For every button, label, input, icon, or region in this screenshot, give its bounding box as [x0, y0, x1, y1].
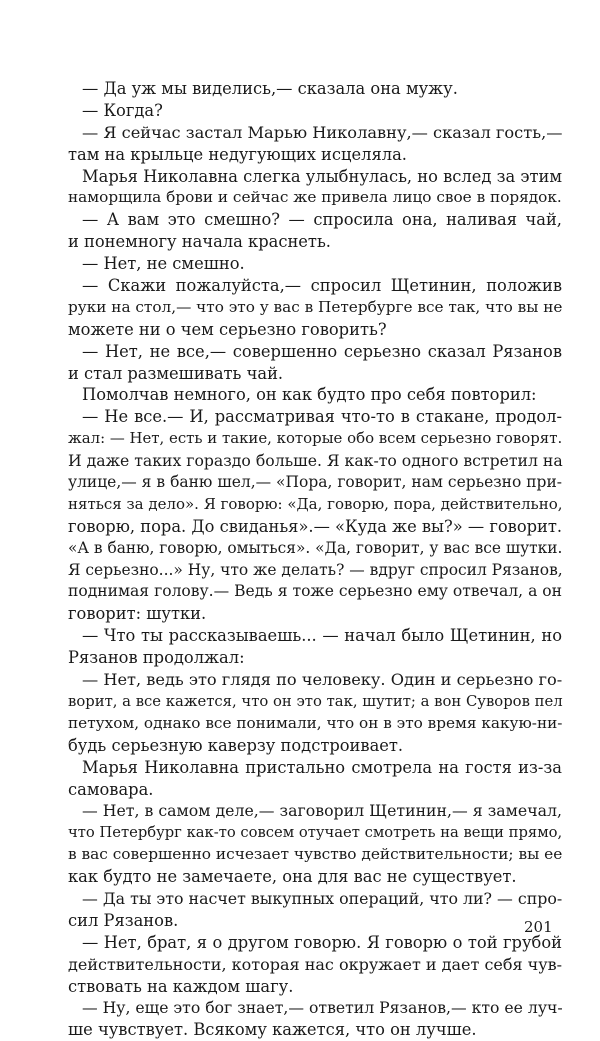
text-line: будь серьезную каверзу подстроивает. [68, 735, 404, 755]
text-line: — А вам это смешно? — спросила она, наливая чай, [82, 210, 562, 230]
text-line: — Не все.— И, рассматривая что-то в стакане, продол- [82, 407, 562, 427]
text-line: «А в баню, говорю, омыться». «Да, говорит, у вас все шутки. [68, 538, 563, 557]
text-line: наморщила брови и сейчас же привела лицо свое в порядок. [68, 188, 562, 207]
text-line: Марья Николавна пристально смотрела на гостя из-за [82, 757, 562, 777]
text-line: самовара. [68, 779, 154, 799]
text-line: сил Рязанов. [68, 910, 179, 930]
page-number: 201 [524, 918, 553, 936]
text-line: и стал размешивать чай. [68, 363, 284, 383]
text-line: руки на стол,— что это у вас в Петербурге все так, что вы не [68, 297, 563, 316]
text-line: и понемногу начала краснеть. [68, 232, 331, 252]
text-line: улице,— я в баню шел,— «Пора, говорит, нам серьезно при- [68, 473, 562, 492]
text-line: — Что ты рассказываешь... — начал было Щетинин, но [82, 626, 562, 646]
text-line: — Да уж мы виделись,— сказала она мужу. [82, 79, 458, 98]
text-line: — Нет, брат, я о другом говорю. Я говорю о той грубой [82, 932, 562, 952]
text-line: — Ну, еще это бог знает,— ответил Рязанов,— кто ее луч- [82, 998, 563, 1018]
text-line: — Нет, в самом деле,— заговорил Щетинин,— я замечал, [82, 801, 562, 821]
text-line: — Нет, не смешно. [82, 254, 245, 274]
text-line: — Когда? [82, 100, 163, 120]
text-line: ствовать на каждом шагу. [68, 976, 294, 996]
text-line: там на крыльце недугующих исцеляла. [68, 144, 407, 164]
text-line: И даже таких гораздо больше. Я как-то одного встретил на [68, 451, 563, 471]
text-line: поднимая голову.— Ведь я тоже серьезно ему отвечал, а он [68, 582, 562, 601]
text-line: — Нет, не все,— совершенно серьезно сказал Рязанов [82, 341, 562, 361]
text-line: Я серьезно...» Ну, что же делать? — вдруг спросил Рязанов, [68, 560, 563, 579]
text-line: действительности, которая нас окружает и дает себя чув- [68, 954, 563, 974]
text-line: в вас совершенно исчезает чувство действительности; вы ее [68, 845, 563, 864]
text-line: — Я сейчас застал Марью Николавну,— сказал гость,— [82, 122, 563, 142]
text-line: — Нет, ведь это глядя по человеку. Один и серьезно го- [82, 670, 563, 690]
text-line: — Да ты это насчет выкупных операций, что ли? — спро- [82, 888, 563, 908]
text-line: Помолчав немного, он как будто про себя повторил: [82, 385, 537, 405]
text-line: жал: — Нет, есть и такие, которые обо всем серьезно говорят. [68, 429, 563, 448]
text-line: как будто не замечаете, она для вас не существует. [68, 867, 517, 887]
text-line: ворит, а все кажется, что он это так, шутит; а вон Суворов пел [68, 692, 563, 710]
text-line: говорю, пора. До свиданья».— «Куда же вы?» — говорит. [68, 516, 563, 536]
text-line: можете ни о чем серьезно говорить? [68, 319, 387, 339]
text-line: говорит: шутки. [68, 604, 207, 624]
text-line: что Петербург как-то совсем отучает смотреть на вещи прямо, [68, 824, 563, 842]
text-line: Рязанов продолжал: [68, 648, 245, 668]
text-line: — Скажи пожалуйста,— спросил Щетинин, положив [82, 276, 562, 296]
body-text [68, 78, 562, 1041]
text-line: ше чувствует. Всякому кажется, что он лучше. [68, 1020, 477, 1040]
text-line: петухом, однако все понимали, что он в это время какую-ни- [68, 713, 563, 732]
text-line: няться за дело». Я говорю: «Да, говорю, пора, действительно, [68, 494, 563, 513]
text-line: Марья Николавна слегка улыбнулась, но вслед за этим [82, 166, 562, 186]
